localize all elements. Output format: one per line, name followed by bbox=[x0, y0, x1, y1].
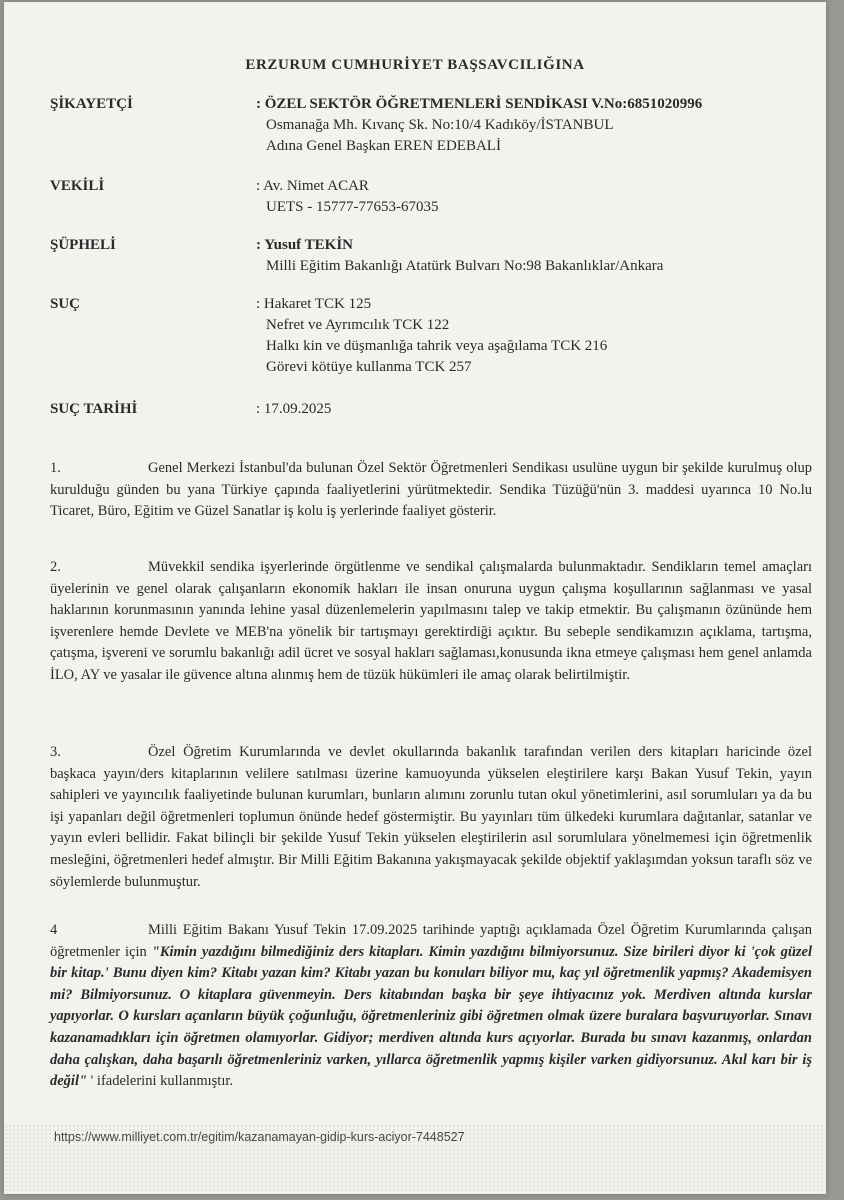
party-line: : 17.09.2025 bbox=[256, 401, 332, 417]
paragraph-text: Özel Öğretim Kurumlarında ve devlet okullarında bakanlık tarafından verilen ders kitapları haricinde özel başkaca yayın/ders kitaplarının velilere satılması üzerine kamuoyunda yükselen eleştirilere karşı Bakan Yusuf Tekin, yayın sahipleri ve yayıncılık faaliyetinde bulunan kurumları, bunların alımını zorunlu tutan okul yönetimlerini, asıl sorumluları ya da bu işi yapanları değil öğretmenleri toplumun önünde hedef göstermiştir. Bu yayınları tüm ülkedeki kurumlara dağıtanlar, satanlar ve yayın evleri bellidir. Fakat bilinçli bir şekilde Yusuf Tekin yükselen eleştirilerin asıl sorumlulara yönelmemesi için öğretmenlik mesleğini, öğretmenleri hedef almıştır. Bir Milli Eğitim Bakanına yakışmayacak şekilde objektif yaklaşımdan yoksun taraflı söz ve söylemlerde bulunmuştur. bbox=[50, 744, 812, 890]
party-line: : Hakaret TCK 125 bbox=[256, 296, 372, 312]
party-line: Osmanağa Mh. Kıvanç Sk. No:10/4 Kadıköy/İSTANBUL bbox=[266, 117, 614, 133]
paragraph-text: Genel Merkezi İstanbul'da bulunan Özel Sektör Öğretmenleri Sendikası usulüne uygun bir şekilde kurulmuş olup kurulduğu günden bu yana Türkiye çapında faaliyetlerini yürütmektedir. Sendika Tüzüğü'nün 3. maddesi uyarınca 10 No.lu Ticaret, Büro, Eğitim ve Güzel Sanatlar iş kolu iş yerlerinde faaliyet gösterir. bbox=[50, 460, 812, 520]
document-title: ERZURUM CUMHURİYET BAŞSAVCILIĞINA bbox=[245, 57, 585, 73]
party-label: ŞÜPHELİ bbox=[50, 237, 116, 253]
paragraph-number: 4 bbox=[50, 922, 58, 938]
party-label: SUÇ TARİHİ bbox=[50, 401, 138, 417]
paragraph-1 bbox=[50, 458, 812, 523]
paragraph-intro: Milli Eğitim Bakanı Yusuf Tekin 17.09.2025 tarihinde yaptığı açıklamada Özel Öğretim Kurumlarında çalışan öğretmenler için bbox=[50, 922, 812, 960]
party-line: : ÖZEL SEKTÖR ÖĞRETMENLERİ SENDİKASI V.No:6851020996 bbox=[256, 96, 703, 112]
paragraph-text: Müvekkil sendika işyerlerinde örgütlenme ve sendikal çalışmalarda bulunmaktadır. Sendikların temel amaçları üyelerinin ve genel olarak çalışanların ekonomik hakları ile insan onuruna uygun çalışma koşullarının sağlanması ve yasal haklarının korunmasının yanında lehine yasal düzenlemelerin yapılmasını talep ve takip etmektir. Bu çalışmanın özününde hem işverenlere hemde Devlete ve MEB'na yönelik bir tartışmayı gerektirdiği açıktır. Bu sebeple sendikamızın açıklama, tartışma, çatışma, işvereni ve sorumlu bakanlığı adil ücret ve sosyal hakları sağlaması,konusunda ikna etmeye çalışması hem genel anlamda İLO, AY ve yasalar ile güvence altına alınmış hem de tüzük hükümleri ile amaç olarak belirtilmiştir. bbox=[50, 559, 812, 683]
party-line: : Yusuf TEKİN bbox=[256, 237, 353, 253]
paragraph-number: 3. bbox=[50, 744, 61, 760]
party-line: Milli Eğitim Bakanlığı Atatürk Bulvarı No:98 Bakanlıklar/Ankara bbox=[266, 258, 664, 274]
paragraph-number: 1. bbox=[50, 460, 61, 476]
paragraph-outro: ' ifadelerini kullanmıştır. bbox=[87, 1073, 234, 1090]
party-line: Görevi kötüye kullanma TCK 257 bbox=[266, 359, 472, 375]
paragraph-3 bbox=[50, 742, 812, 893]
party-label: ŞİKAYETÇİ bbox=[50, 96, 133, 112]
document-page bbox=[4, 2, 826, 1194]
scan-noise bbox=[4, 1124, 826, 1194]
party-line: : Av. Nimet ACAR bbox=[256, 178, 369, 194]
party-label: SUÇ bbox=[50, 296, 81, 312]
source-url: https://www.milliyet.com.tr/egitim/kazanamayan-gidip-kurs-aciyor-7448527 bbox=[54, 1130, 465, 1144]
party-label: VEKİLİ bbox=[50, 178, 105, 194]
paragraph-2 bbox=[50, 557, 812, 687]
minister-quote: "Kimin yazdığını bilmediğiniz ders kitapları. Kimin yazdığını bilmiyorsunuz. Size birileri diyor ki 'çok güzel bir kitap.' Bunu diyen kim? Kitabı yazan kim? Kitabı yazan bu konuları biliyor mu, kaç yıl öğretmenlik yapmış? Akademisyen mi? Bilmiyorsunuz. O kitaplara güvenmeyin. Ders kitabından başka bir şeye ihtiyacınız yok. Merdiven altında kurslar yapıyorlar. O kursları açanların büyük çoğunluğu, öğretmenleriniz gibi öğretmen olmak üzere buralara başvuruyorlar. Sınavı kazanamadıkları için öğretmen olamıyorlar. Gidiyor; merdiven altında kurs açıyorlar. Burada bu sınavı kazanmış, onlardan daha çalışkan, daha başarılı öğretmenleriniz varken, yıllarca öğretmenlik yapmış kişiler varken gidiyorsunuz. Akıl karı bir iş değil" bbox=[50, 943, 812, 1090]
party-line: UETS - 15777-77653-67035 bbox=[266, 199, 439, 215]
party-line: Nefret ve Ayrımcılık TCK 122 bbox=[266, 317, 450, 333]
paragraph-4 bbox=[50, 920, 812, 1093]
paragraph-number: 2. bbox=[50, 559, 61, 575]
party-line: Adına Genel Başkan EREN EDEBALİ bbox=[266, 138, 501, 154]
party-line: Halkı kin ve düşmanlığa tahrik veya aşağılama TCK 216 bbox=[266, 338, 608, 354]
